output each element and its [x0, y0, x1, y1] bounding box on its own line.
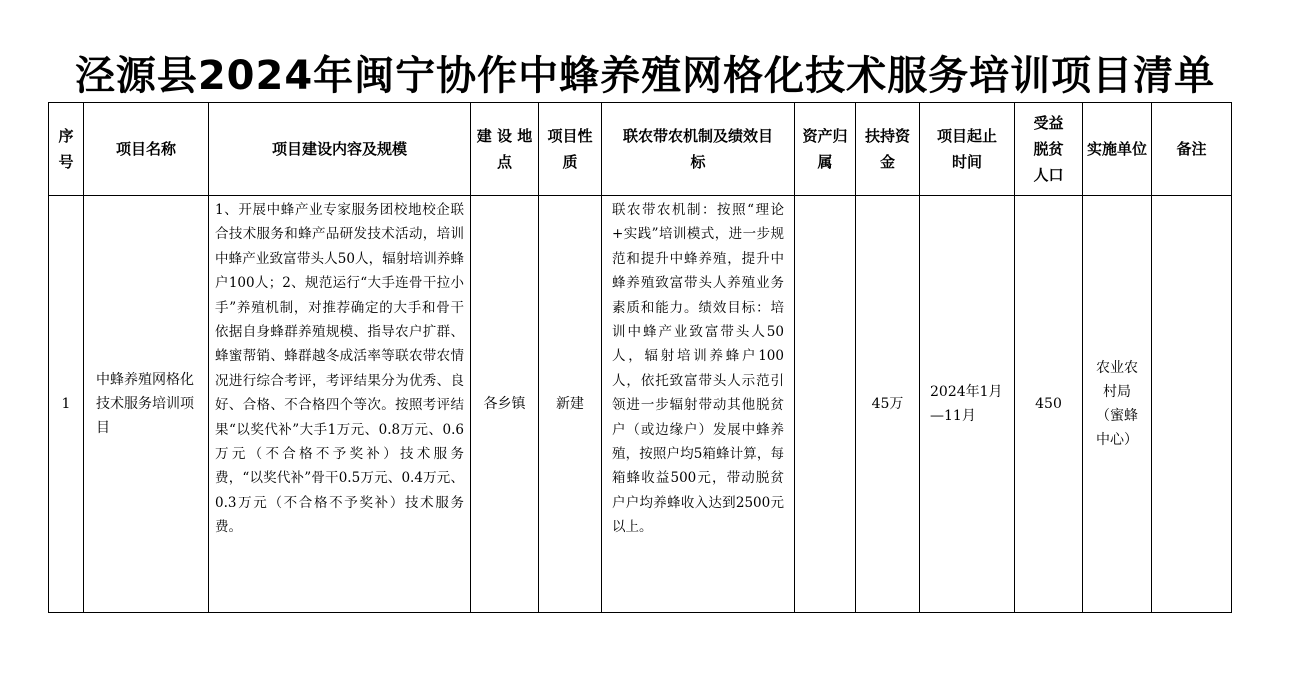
header-nature: 项目性质	[539, 103, 602, 196]
header-period: 项目起止时间	[920, 103, 1015, 196]
cell-period: 2024年1月—11月	[920, 196, 1015, 613]
header-content: 项目建设内容及规模	[209, 103, 471, 196]
header-location: 建 设 地 点	[471, 103, 539, 196]
cell-funds: 45万	[856, 196, 920, 613]
cell-beneficiaries: 450	[1015, 196, 1083, 613]
cell-name: 中蜂养殖网格化技术服务培训项目	[84, 196, 209, 613]
header-implementer: 实施单位	[1083, 103, 1152, 196]
header-mechanism: 联农带农机制及绩效目标	[602, 103, 795, 196]
cell-remarks	[1152, 196, 1232, 613]
header-remarks: 备注	[1152, 103, 1232, 196]
cell-mechanism: 联农带农机制：按照“理论+实践”培训模式，进一步规范和提升中蜂养殖，提升中蜂养殖致富带头人养殖业务素质和能力。绩效目标：培训中蜂产业致富带头人50人，辐射培训养蜂户100人，依托致富带头人示范引领进一步辐射带动其他脱贫户（或边缘户）发展中蜂养殖，按照户均5箱蜂计算，每箱蜂收益500元，带动脱贫户户均养蜂收入达到2500元以上。	[602, 196, 795, 613]
cell-assets	[795, 196, 856, 613]
header-funds: 扶持资金	[856, 103, 920, 196]
table-row	[49, 196, 1232, 613]
cell-content: 1、开展中蜂产业专家服务团校地校企联合技术服务和蜂产品研发技术活动，培训中蜂产业致富带头人50人，辐射培训养蜂户100人；2、规范运行“大手连骨干拉小手”养殖机制，对推荐确定的大手和骨干依据自身蜂群养殖规模、指导农户扩群、蜂蜜帮销、蜂群越冬成活率等联农带农情况进行综合考评，考评结果分为优秀、良好、合格、不合格四个等次。按照考评结果“以奖代补”大手1万元、0.8万元、0.6万元（不合格不予奖补）技术服务费，“以奖代补”骨干0.5万元、0.4万元、0.3万元（不合格不予奖补）技术服务费。	[209, 196, 471, 613]
header-seq: 序号	[49, 103, 84, 196]
cell-nature: 新建	[539, 196, 602, 613]
header-assets: 资产归属	[795, 103, 856, 196]
header-row	[49, 103, 1232, 196]
document-title: 泾源县2024年闽宁协作中蜂养殖网格化技术服务培训项目清单	[74, 53, 1216, 99]
project-table	[48, 102, 1232, 613]
cell-implementer: 农业农村局（蜜蜂中心）	[1083, 196, 1152, 613]
header-beneficiaries: 受益脱贫人口	[1015, 103, 1083, 196]
cell-location: 各乡镇	[471, 196, 539, 613]
cell-seq: 1	[49, 196, 84, 613]
header-name: 项目名称	[84, 103, 209, 196]
